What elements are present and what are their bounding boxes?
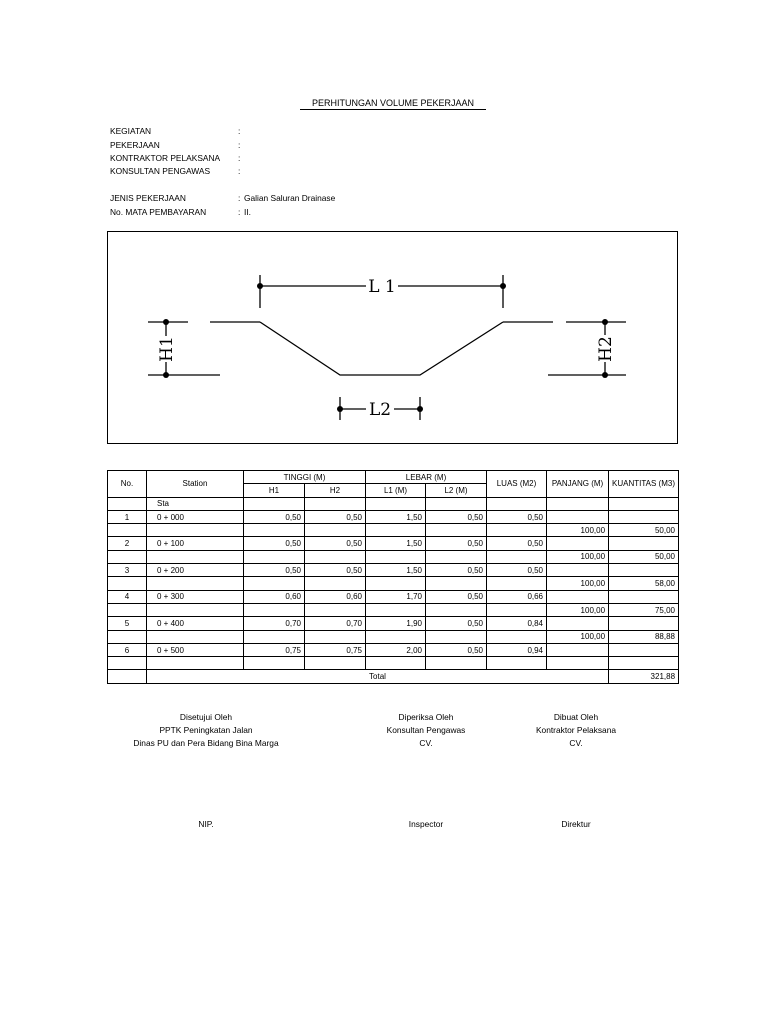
header-kuantitas: KUANTITAS (M3) xyxy=(609,471,679,498)
cross-section-diagram xyxy=(107,231,678,444)
cell xyxy=(108,577,147,590)
h1-dot-top xyxy=(163,319,169,325)
cell xyxy=(547,510,609,523)
mata-pembayaran-label: No. MATA PEMBAYARAN xyxy=(110,207,207,217)
total-value: 321,88 xyxy=(609,670,679,683)
header-h1: H1 xyxy=(244,484,305,497)
cell xyxy=(487,630,547,643)
row-l1: 1,50 xyxy=(366,564,426,577)
l2-label: L2 xyxy=(368,400,392,420)
row-luas: 0,50 xyxy=(487,537,547,550)
row-no: 4 xyxy=(108,590,147,603)
row-h2: 0,50 xyxy=(305,537,366,550)
row-l2: 0,50 xyxy=(426,590,487,603)
mata-pembayaran-colon: : xyxy=(238,207,241,217)
kontraktor-label: KONTRAKTOR PELAKSANA xyxy=(110,153,221,163)
cell xyxy=(487,577,547,590)
cell xyxy=(244,497,305,510)
cell xyxy=(547,657,609,670)
channel-section-drawing xyxy=(108,232,677,443)
segment-panjang: 100,00 xyxy=(547,577,609,590)
row-station: 0 + 400 xyxy=(147,617,244,630)
cell xyxy=(547,643,609,656)
cell xyxy=(609,510,679,523)
header-lebar: LEBAR (M) xyxy=(366,471,487,484)
row-h1: 0,50 xyxy=(244,564,305,577)
table-row xyxy=(108,497,679,510)
cell xyxy=(147,657,244,670)
page-title: PERHITUNGAN VOLUME PEKERJAAN xyxy=(300,98,486,110)
h2-dot-bottom xyxy=(602,372,608,378)
table-row xyxy=(108,617,679,630)
row-no: 5 xyxy=(108,617,147,630)
signature-org: Dinas PU dan Pera Bidang Bina Marga xyxy=(133,738,279,748)
cell xyxy=(609,617,679,630)
table-row xyxy=(108,657,679,670)
cell xyxy=(147,630,244,643)
signature-inspector: Inspector xyxy=(408,819,444,829)
table-row xyxy=(108,564,679,577)
cell xyxy=(547,564,609,577)
cell xyxy=(609,643,679,656)
segment-kuantitas: 58,00 xyxy=(609,577,679,590)
cell xyxy=(147,603,244,616)
header-station: Station xyxy=(147,471,244,498)
table-row xyxy=(108,537,679,550)
cell xyxy=(108,603,147,616)
cell xyxy=(426,577,487,590)
cell xyxy=(366,577,426,590)
row-l1: 1,70 xyxy=(366,590,426,603)
cell xyxy=(366,603,426,616)
kegiatan-colon: : xyxy=(238,126,241,136)
cell xyxy=(366,524,426,537)
kegiatan-label: KEGIATAN xyxy=(110,126,152,136)
row-l1: 1,50 xyxy=(366,537,426,550)
row-station: 0 + 000 xyxy=(147,510,244,523)
row-luas: 0,94 xyxy=(487,643,547,656)
segment-panjang: 100,00 xyxy=(547,603,609,616)
cell xyxy=(244,550,305,563)
cell xyxy=(244,657,305,670)
header-l2: L2 (M) xyxy=(426,484,487,497)
table-row xyxy=(108,577,679,590)
cell xyxy=(426,630,487,643)
row-l1: 2,00 xyxy=(366,643,426,656)
l1-dot-right xyxy=(500,283,506,289)
signature-approved xyxy=(106,711,306,750)
row-h1: 0,50 xyxy=(244,510,305,523)
h1-label: H1 xyxy=(157,336,177,362)
table-row xyxy=(108,524,679,537)
cell xyxy=(487,497,547,510)
table-row xyxy=(108,643,679,656)
row-no: 1 xyxy=(108,510,147,523)
cell xyxy=(305,630,366,643)
row-station: 0 + 200 xyxy=(147,564,244,577)
row-no: 6 xyxy=(108,643,147,656)
row-luas: 0,50 xyxy=(487,564,547,577)
l1-label: L 1 xyxy=(368,277,396,297)
cell xyxy=(244,603,305,616)
row-l2: 0,50 xyxy=(426,564,487,577)
konsultan-label: KONSULTAN PENGAWAS xyxy=(110,166,211,176)
kontraktor-colon: : xyxy=(238,153,241,163)
h1-dot-bottom xyxy=(163,372,169,378)
header-luas: LUAS (M2) xyxy=(487,471,547,498)
cell xyxy=(244,577,305,590)
segment-panjang: 100,00 xyxy=(547,630,609,643)
cell xyxy=(108,657,147,670)
signature-org: CV. xyxy=(569,738,583,748)
cell xyxy=(487,524,547,537)
cell xyxy=(305,577,366,590)
row-station: 0 + 100 xyxy=(147,537,244,550)
cell xyxy=(547,497,609,510)
table-row xyxy=(108,550,679,563)
row-luas: 0,84 xyxy=(487,617,547,630)
cell xyxy=(244,524,305,537)
cell xyxy=(366,657,426,670)
cell xyxy=(487,657,547,670)
table-row xyxy=(108,590,679,603)
segment-kuantitas: 50,00 xyxy=(609,550,679,563)
signature-title: Disetujui Oleh xyxy=(179,712,233,722)
cell xyxy=(547,617,609,630)
cell xyxy=(305,524,366,537)
row-h2: 0,50 xyxy=(305,564,366,577)
cell xyxy=(547,537,609,550)
row-station: 0 + 500 xyxy=(147,643,244,656)
cell xyxy=(147,550,244,563)
signature-role: PPTK Peningkatan Jalan xyxy=(159,725,253,735)
header-h2: H2 xyxy=(305,484,366,497)
segment-kuantitas: 75,00 xyxy=(609,603,679,616)
header-panjang: PANJANG (M) xyxy=(547,471,609,498)
cell xyxy=(487,603,547,616)
cell xyxy=(426,657,487,670)
row-luas: 0,66 xyxy=(487,590,547,603)
row-luas: 0,50 xyxy=(487,510,547,523)
l2-dot-right xyxy=(417,406,423,412)
signature-role: Konsultan Pengawas xyxy=(386,725,466,735)
segment-panjang: 100,00 xyxy=(547,524,609,537)
row-h2: 0,50 xyxy=(305,510,366,523)
row-h2: 0,75 xyxy=(305,643,366,656)
jenis-pekerjaan-value: Galian Saluran Drainase xyxy=(244,193,336,203)
pekerjaan-colon: : xyxy=(238,140,241,150)
cell xyxy=(547,590,609,603)
cell xyxy=(366,550,426,563)
cell xyxy=(147,577,244,590)
row-no: 3 xyxy=(108,564,147,577)
cell xyxy=(108,550,147,563)
cell xyxy=(108,670,147,683)
konsultan-colon: : xyxy=(238,166,241,176)
cell xyxy=(108,630,147,643)
row-l2: 0,50 xyxy=(426,617,487,630)
signature-made xyxy=(476,711,676,750)
row-l1: 1,50 xyxy=(366,510,426,523)
signature-direktur: Direktur xyxy=(561,819,591,829)
cell xyxy=(305,497,366,510)
cell xyxy=(366,630,426,643)
pekerjaan-label: PEKERJAAN xyxy=(110,140,160,150)
header-l1: L1 (M) xyxy=(366,484,426,497)
segment-kuantitas: 88,88 xyxy=(609,630,679,643)
row-h2: 0,60 xyxy=(305,590,366,603)
row-h1: 0,50 xyxy=(244,537,305,550)
cell xyxy=(366,497,426,510)
cell xyxy=(609,590,679,603)
row-h1: 0,60 xyxy=(244,590,305,603)
table-row xyxy=(108,630,679,643)
signature-role: Kontraktor Pelaksana xyxy=(535,725,617,735)
total-row xyxy=(108,670,679,683)
row-h2: 0,70 xyxy=(305,617,366,630)
row-no: 2 xyxy=(108,537,147,550)
cell xyxy=(108,524,147,537)
total-label: Total xyxy=(147,670,609,683)
mata-pembayaran-value: II. xyxy=(244,207,251,217)
signature-nip: NIP. xyxy=(198,819,214,829)
row-l1: 1,90 xyxy=(366,617,426,630)
cell xyxy=(609,497,679,510)
cell xyxy=(305,657,366,670)
cell xyxy=(426,550,487,563)
table-row xyxy=(108,603,679,616)
cell xyxy=(609,537,679,550)
h2-label: H2 xyxy=(596,336,616,362)
row-l2: 0,50 xyxy=(426,643,487,656)
table-header-row xyxy=(108,471,679,484)
jenis-pekerjaan-colon: : xyxy=(238,193,241,203)
row-h1: 0,75 xyxy=(244,643,305,656)
cell xyxy=(426,603,487,616)
row-l2: 0,50 xyxy=(426,510,487,523)
segment-panjang: 100,00 xyxy=(547,550,609,563)
cell xyxy=(426,497,487,510)
channel-profile xyxy=(260,322,503,375)
l2-dot-left xyxy=(337,406,343,412)
sta-label: Sta xyxy=(147,497,244,510)
cell xyxy=(305,550,366,563)
row-station: 0 + 300 xyxy=(147,590,244,603)
jenis-pekerjaan-label: JENIS PEKERJAAN xyxy=(110,193,186,203)
table-row xyxy=(108,510,679,523)
header-no: No. xyxy=(108,471,147,498)
row-h1: 0,70 xyxy=(244,617,305,630)
row-l2: 0,50 xyxy=(426,537,487,550)
header-tinggi: TINGGI (M) xyxy=(244,471,366,484)
cell xyxy=(609,564,679,577)
volume-table xyxy=(107,470,679,684)
signature-title: Diperiksa Oleh xyxy=(398,712,454,722)
cell xyxy=(426,524,487,537)
segment-kuantitas: 50,00 xyxy=(609,524,679,537)
cell xyxy=(609,657,679,670)
cell xyxy=(487,550,547,563)
cell xyxy=(147,524,244,537)
cell xyxy=(108,497,147,510)
l1-dot-left xyxy=(257,283,263,289)
cell xyxy=(244,630,305,643)
cell xyxy=(305,603,366,616)
h2-dot-top xyxy=(602,319,608,325)
signature-org: CV. xyxy=(419,738,433,748)
signature-title: Dibuat Oleh xyxy=(553,712,599,722)
